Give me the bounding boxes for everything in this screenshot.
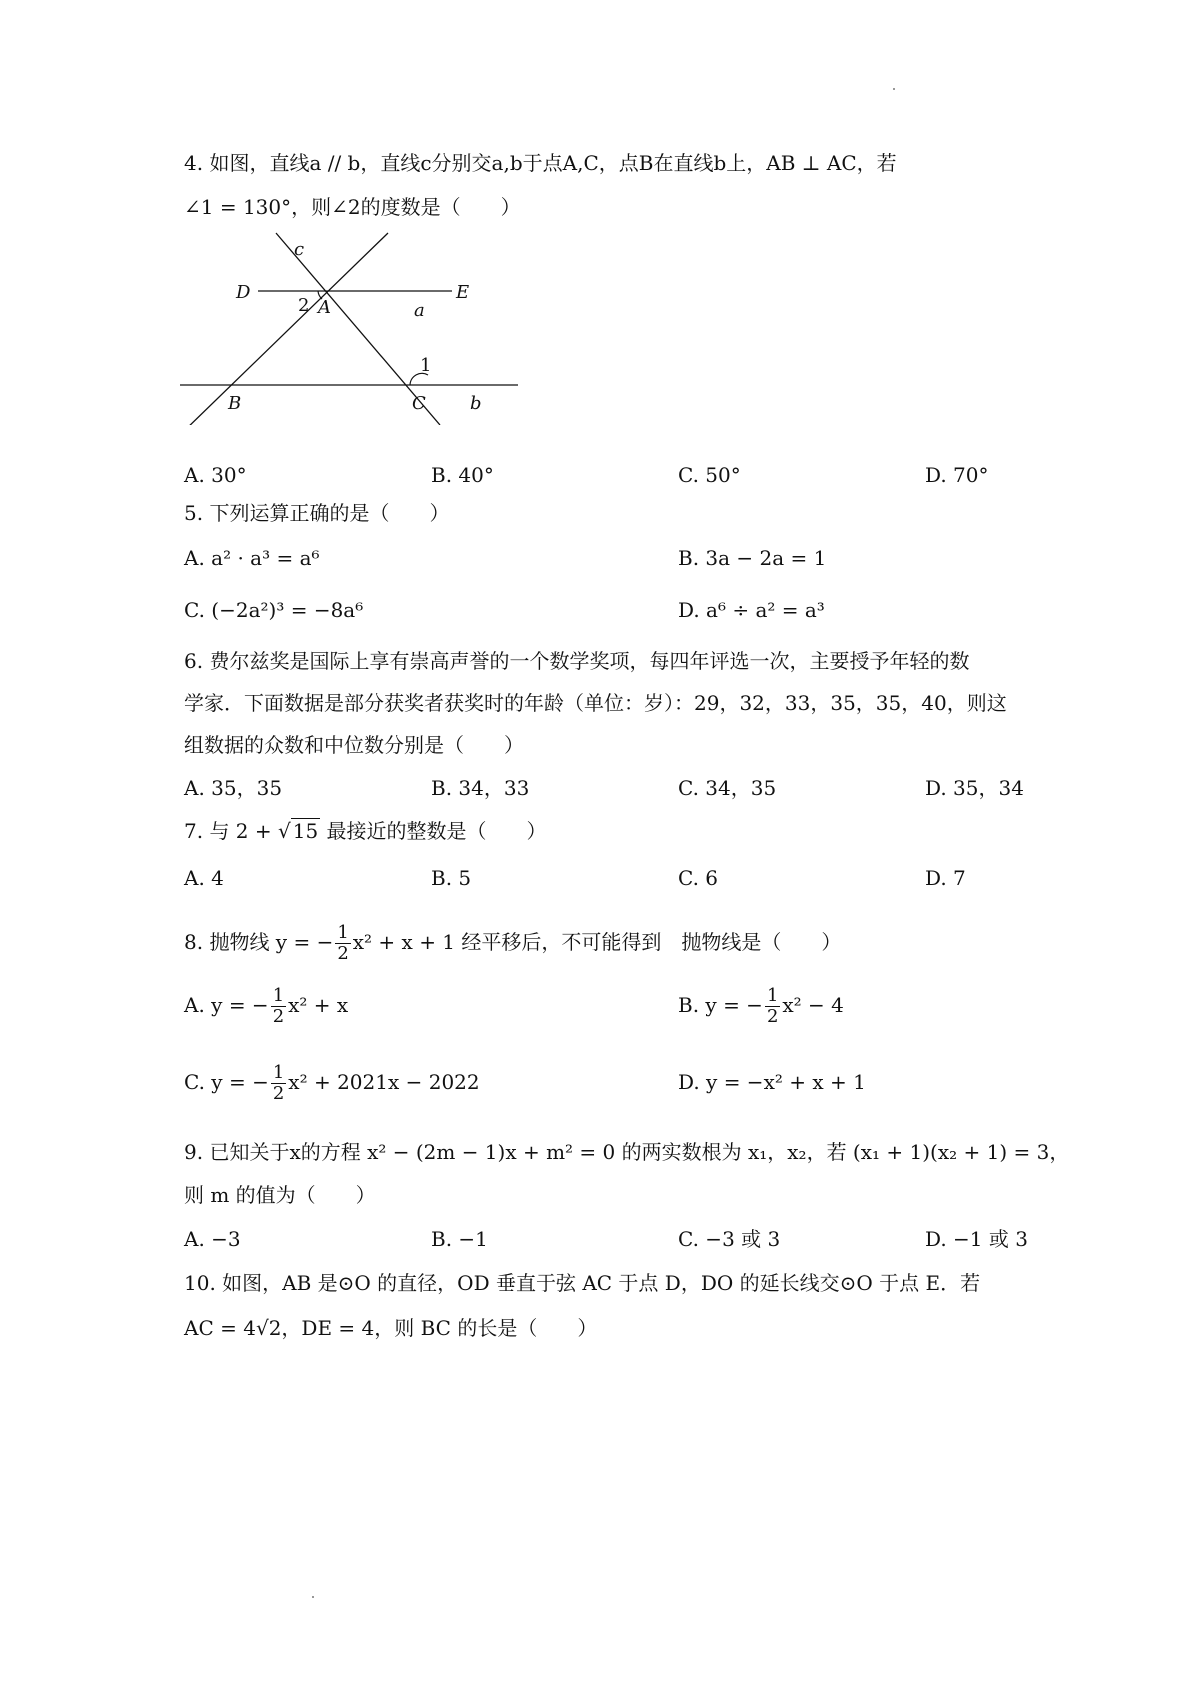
label-E: E xyxy=(456,282,470,303)
q7-suffix: 最接近的整数是（ ） xyxy=(320,819,547,843)
q8-option-a xyxy=(184,975,348,1035)
q5-option-c: C. (−2a²)³ = −8a⁶ xyxy=(184,598,364,622)
speck-top xyxy=(893,88,895,90)
q8-option-c-fraction xyxy=(271,1063,286,1104)
q7-radicand: 15 xyxy=(292,819,319,843)
q8-option-b xyxy=(678,975,844,1035)
q9-option-d: D. −1 或 3 xyxy=(925,1227,1028,1251)
q6-option-c: C. 34，35 xyxy=(678,776,777,800)
q10-stem-line2: AC = 4√2，DE = 4，则 BC 的长是（ ） xyxy=(184,1316,598,1340)
q5-option-b: B. 3a − 2a = 1 xyxy=(678,546,827,570)
label-D: D xyxy=(236,282,251,303)
q4-option-b: B. 40° xyxy=(431,463,494,487)
q9-stem-line1: 9. 已知关于x的方程 x² − (2m − 1)x + m² = 0 的两实数根为 x₁，x₂，若 (x₁ + 1)(x₂ + 1) = 3， xyxy=(184,1140,1070,1164)
q7-option-b: B. 5 xyxy=(431,866,472,890)
q8-option-b-post: x² − 4 xyxy=(782,993,844,1017)
fraction-denominator: 2 xyxy=(766,1006,779,1027)
q9-stem-line2: 则 m 的值为（ ） xyxy=(184,1183,376,1207)
q8-suffix: x² + x + 1 经平移后，不可能得到 抛物线是（ ） xyxy=(352,930,842,954)
label-angle-1: 1 xyxy=(420,355,432,376)
q7-stem xyxy=(184,818,547,844)
q9-option-b: B. −1 xyxy=(431,1227,488,1251)
fraction-numerator: 1 xyxy=(272,1062,285,1083)
q8-option-d: D. y = −x² + x + 1 xyxy=(678,1070,866,1094)
q6-option-b: B. 34，33 xyxy=(431,776,530,800)
q8-option-c-pre: C. y = − xyxy=(184,1070,269,1094)
line-ab xyxy=(182,233,388,425)
q10-stem-line1: 10. 如图，AB 是⊙O 的直径，OD 垂直于弦 AC 于点 D，DO 的延长线交⊙O 于点 E．若 xyxy=(184,1271,981,1295)
q4-option-a: A. 30° xyxy=(184,463,247,487)
q7-prefix: 7. 与 2 + xyxy=(184,819,278,843)
q6-option-a: A. 35，35 xyxy=(184,776,283,800)
q8-option-a-pre: A. y = − xyxy=(184,993,269,1017)
q4-option-c: C. 50° xyxy=(678,463,741,487)
q8-stem xyxy=(184,912,841,972)
q7-option-c: C. 6 xyxy=(678,866,719,890)
q5-option-a: A. a² · a³ = a⁶ xyxy=(184,546,320,570)
q8-option-c xyxy=(184,1052,480,1112)
q4-stem-line2: ∠1 = 130°，则∠2的度数是（ ） xyxy=(184,195,521,219)
q4-stem-line1: 4. 如图，直线a // b，直线c分别交a,b于点A,C，点B在直线b上，AB ⊥ AC，若 xyxy=(184,151,897,175)
q5-stem: 5. 下列运算正确的是（ ） xyxy=(184,501,450,525)
label-C: C xyxy=(412,393,426,414)
q8-option-b-fraction xyxy=(765,986,780,1027)
q8-fraction xyxy=(335,923,350,964)
q8-option-b-pre: B. y = − xyxy=(678,993,763,1017)
sqrt-sign: √ xyxy=(278,819,291,843)
q7-option-a: A. 4 xyxy=(184,866,224,890)
q6-stem-line1: 6. 费尔兹奖是国际上享有崇高声誉的一个数学奖项，每四年评选一次，主要授予年轻的数 xyxy=(184,649,970,673)
fraction-denominator: 2 xyxy=(337,943,349,964)
label-B: B xyxy=(228,393,242,414)
fraction-numerator: 1 xyxy=(272,985,285,1006)
q8-prefix: 8. 抛物线 y = − xyxy=(184,930,334,954)
q8-option-a-post: x² + x xyxy=(288,993,349,1017)
q4-geometry-figure xyxy=(170,225,530,425)
label-A: A xyxy=(318,297,331,318)
fraction-numerator: 1 xyxy=(766,985,779,1006)
q6-option-d: D. 35，34 xyxy=(925,776,1024,800)
label-angle-2: 2 xyxy=(298,295,310,316)
q7-option-d: D. 7 xyxy=(925,866,966,890)
q4-option-d: D. 70° xyxy=(925,463,989,487)
fraction-denominator: 2 xyxy=(272,1006,285,1027)
fraction-numerator: 1 xyxy=(337,922,349,943)
q5-option-d: D. a⁶ ÷ a² = a³ xyxy=(678,598,825,622)
fraction-denominator: 2 xyxy=(272,1083,285,1104)
q6-stem-line2: 学家．下面数据是部分获奖者获奖时的年龄（单位：岁）：29，32，33，35，35，40，则这 xyxy=(184,691,1007,715)
speck-bottom xyxy=(312,1596,314,1598)
q6-stem-line3: 组数据的众数和中位数分别是（ ） xyxy=(184,733,524,757)
q8-option-a-fraction xyxy=(271,986,286,1027)
label-c: c xyxy=(294,239,305,260)
q9-option-c: C. −3 或 3 xyxy=(678,1227,781,1251)
q9-option-a: A. −3 xyxy=(184,1227,241,1251)
label-b: b xyxy=(470,393,482,414)
label-a: a xyxy=(414,300,425,321)
q8-option-c-post: x² + 2021x − 2022 xyxy=(288,1070,480,1094)
